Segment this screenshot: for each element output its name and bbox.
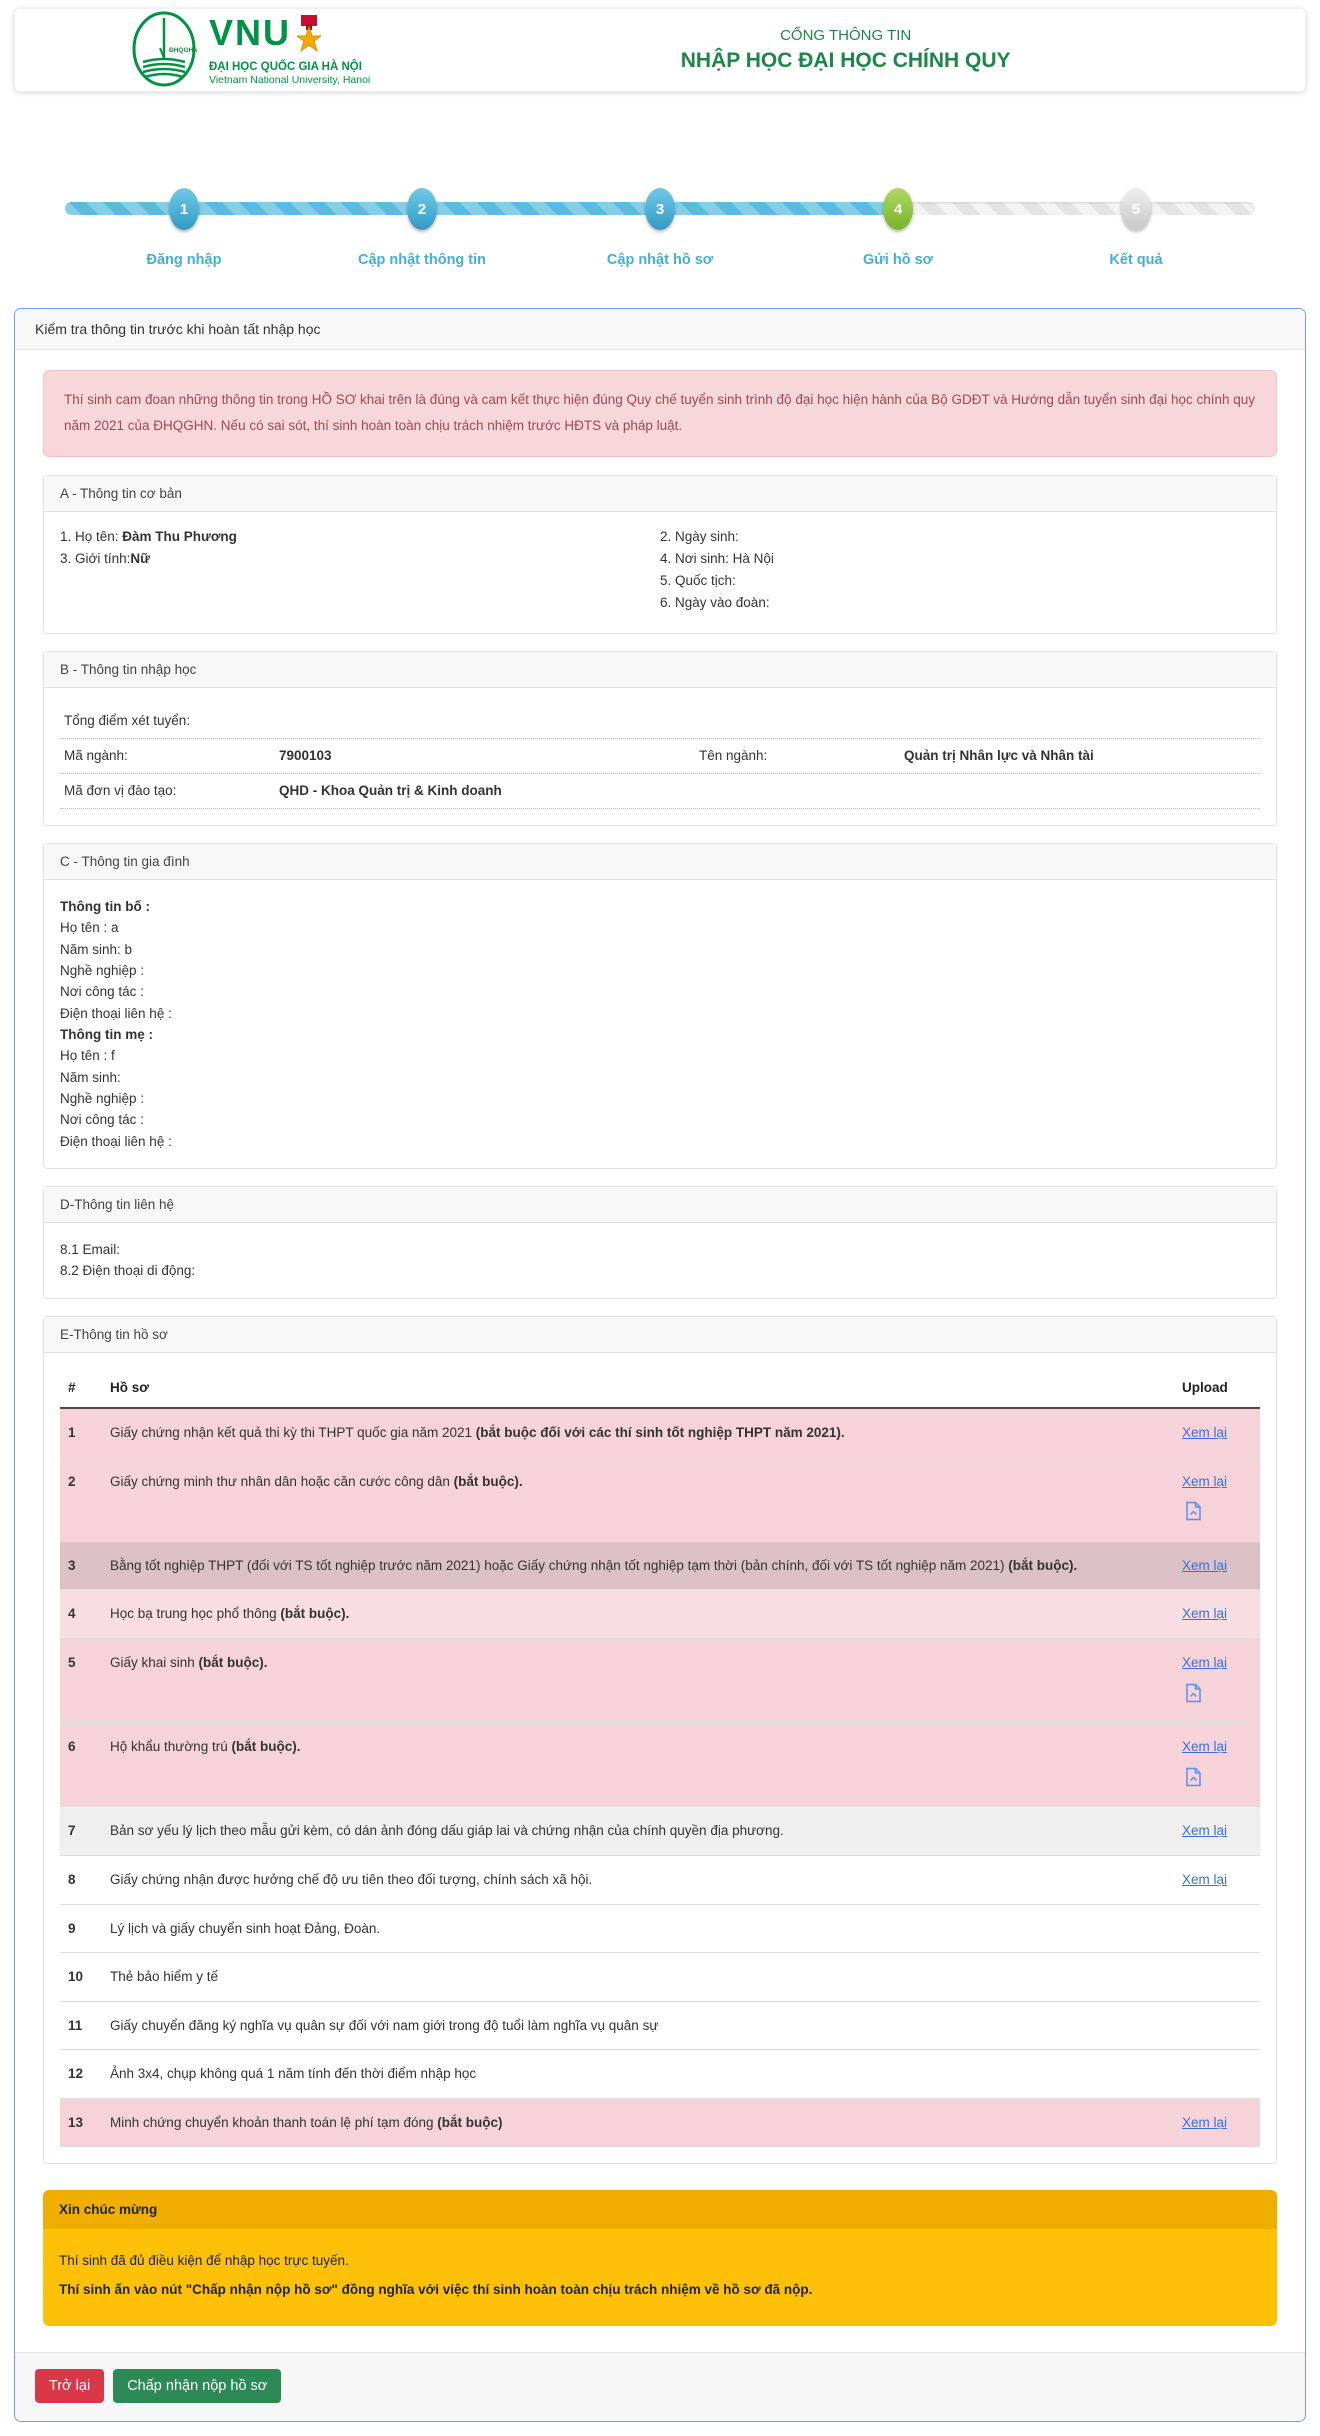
- document-upload-cell: [1174, 1904, 1260, 1953]
- family-line: Nghề nghiệp :: [60, 1091, 145, 1107]
- section-a-title: A - Thông tin cơ bản: [44, 476, 1276, 512]
- section-c-lines: [44, 880, 1276, 1168]
- family-line: Điện thoại liên hệ :: [60, 1005, 172, 1021]
- document-row: [60, 1904, 1260, 1953]
- document-number: 11: [60, 2001, 102, 2050]
- document-number: 5: [60, 1638, 102, 1722]
- document-number: 4: [60, 1590, 102, 1639]
- step-5-label: Kết quả: [1109, 252, 1163, 268]
- congrats-line2: Thí sinh ấn vào nút "Chấp nhận nộp hồ sơ" đồng nghĩa với việc thí sinh hoàn toàn chịu trách nhiệm về hồ sơ đã nộp.: [59, 2281, 813, 2297]
- accept-submit-button[interactable]: Chấp nhận nộp hồ sơ: [113, 2369, 281, 2403]
- document-upload-cell: [1174, 1638, 1260, 1722]
- document-upload-cell: [1174, 2001, 1260, 2050]
- document-name: Minh chứng chuyển khoản thanh toán lệ phí tạm đóng (bắt buộc): [102, 2098, 1174, 2147]
- family-line: Họ tên : a: [60, 920, 119, 936]
- document-required-note: (bắt buộc).: [280, 1606, 350, 1622]
- document-row: [60, 1590, 1260, 1639]
- col-header-document: Hồ sơ: [102, 1369, 1174, 1408]
- document-upload-cell: [1174, 1541, 1260, 1590]
- org-name-en: Vietnam National University, Hanoi: [209, 74, 371, 87]
- field-value: Nữ: [130, 550, 150, 566]
- field-label: 3. Giới tính:: [60, 550, 131, 566]
- section-e-title: E-Thông tin hồ sơ: [44, 1317, 1276, 1353]
- family-line: Năm sinh: b: [60, 941, 133, 957]
- total-score-label: Tổng điểm xét tuyển:: [64, 712, 191, 728]
- document-row: [60, 2050, 1260, 2099]
- vnu-seal-icon: [131, 10, 197, 91]
- document-upload-cell: [1174, 1408, 1260, 1457]
- document-row: [60, 2001, 1260, 2050]
- step-2-indicator: 2: [407, 188, 437, 230]
- field-label: Mã ngành:: [64, 747, 128, 763]
- document-upload-cell: [1174, 1723, 1260, 1807]
- document-number: 7: [60, 1807, 102, 1856]
- section-admission-info: [43, 651, 1277, 827]
- review-card-title: Kiểm tra thông tin trước khi hoàn tất nhập học: [15, 309, 1305, 350]
- family-line: Họ tên : f: [60, 1048, 115, 1064]
- document-row: [60, 1953, 1260, 2002]
- document-row: [60, 1541, 1260, 1590]
- document-upload-cell: [1174, 1457, 1260, 1541]
- step-4-label: Gửi hồ sơ: [863, 252, 933, 268]
- document-number: 12: [60, 2050, 102, 2099]
- section-b-title: B - Thông tin nhập học: [44, 652, 1276, 688]
- vnu-wordmark: VNU: [209, 11, 292, 53]
- family-line: Thông tin bố :: [60, 899, 150, 915]
- svg-text:ĐHQGHN: ĐHQGHN: [169, 46, 197, 54]
- contact-line: 8.2 Điện thoại di động:: [60, 1263, 196, 1279]
- document-number: 13: [60, 2098, 102, 2147]
- family-line: Năm sinh:: [60, 1069, 121, 1085]
- field-value: Quản trị Nhân lực và Nhân tài: [904, 747, 1094, 763]
- document-name: Bản sơ yếu lý lịch theo mẫu gửi kèm, có dán ảnh đóng dấu giáp lai và chứng nhận của chính quyền địa phương.: [102, 1807, 1174, 1856]
- family-line: Nơi công tác :: [60, 984, 144, 1000]
- admission-row: [60, 739, 1260, 774]
- section-basic-info: [43, 475, 1277, 634]
- document-required-note: (bắt buộc đối với các thí sinh tốt nghiệp THPT năm 2021).: [475, 1424, 845, 1440]
- section-c-title: C - Thông tin gia đình: [44, 844, 1276, 880]
- document-row: [60, 2098, 1260, 2147]
- section-documents: [43, 1316, 1277, 2165]
- document-name: Giấy chứng nhận kết quả thi kỳ thi THPT quốc gia năm 2021 (bắt buộc đối với các thí sinh tốt nghiệp THPT năm 2021).: [102, 1408, 1174, 1457]
- documents-tbody: [60, 1408, 1260, 2147]
- step-4-indicator: 4: [883, 188, 913, 230]
- document-number: 1: [60, 1408, 102, 1457]
- review-document-link[interactable]: Xem lại: [1182, 1654, 1228, 1670]
- document-row: [60, 1408, 1260, 1457]
- family-line: Nghề nghiệp :: [60, 963, 145, 979]
- documents-table: [60, 1369, 1260, 2148]
- document-upload-cell: [1174, 1807, 1260, 1856]
- document-upload-cell: [1174, 2098, 1260, 2147]
- step-1-label: Đăng nhập: [146, 252, 222, 268]
- step-3: [541, 194, 779, 238]
- section-contact-info: [43, 1186, 1277, 1299]
- review-document-link[interactable]: Xem lại: [1182, 1871, 1228, 1887]
- document-name: Học bạ trung học phổ thông (bắt buộc).: [102, 1590, 1174, 1639]
- document-required-note: (bắt buộc): [437, 2114, 503, 2130]
- document-name: Thẻ bảo hiểm y tế: [102, 1953, 1174, 2002]
- file-icon[interactable]: [1185, 1683, 1202, 1710]
- file-icon[interactable]: [1185, 1767, 1202, 1794]
- document-name: Lý lịch và giấy chuyển sinh hoạt Đảng, Đoàn.: [102, 1904, 1174, 1953]
- document-required-note: (bắt buộc).: [1008, 1557, 1078, 1573]
- document-upload-cell: [1174, 2050, 1260, 2099]
- review-card: [14, 308, 1306, 2422]
- field-line: 4. Nơi sinh: Hà Nội: [660, 550, 774, 566]
- review-document-link[interactable]: Xem lại: [1182, 1424, 1228, 1440]
- vnu-logo: [131, 10, 370, 91]
- section-a-left: [60, 528, 660, 617]
- congrats-box: [43, 2190, 1277, 2326]
- document-name: Hộ khẩu thường trú (bắt buộc).: [102, 1723, 1174, 1807]
- step-3-indicator: 3: [645, 188, 675, 230]
- admission-row: [60, 774, 1260, 809]
- step-4: [779, 194, 1017, 238]
- document-number: 10: [60, 1953, 102, 2002]
- org-name-vi: ĐẠI HỌC QUỐC GIA HÀ NỘI: [209, 60, 362, 73]
- field-value: 7900103: [279, 747, 332, 763]
- stepper-labels: [65, 252, 1255, 268]
- document-required-note: (bắt buộc).: [453, 1473, 523, 1489]
- field-label: Mã đơn vị đào tạo:: [64, 782, 177, 798]
- page-title: NHẬP HỌC ĐẠI HỌC CHÍNH QUY: [680, 49, 1011, 72]
- document-name: Giấy chứng nhận được hưởng chế độ ưu tiên theo đối tượng, chính sách xã hội.: [102, 1855, 1174, 1904]
- document-row: [60, 1855, 1260, 1904]
- document-upload-cell: [1174, 1590, 1260, 1639]
- stepper-steps: [65, 194, 1255, 238]
- document-required-note: (bắt buộc).: [198, 1654, 268, 1670]
- enrollment-stepper: [65, 194, 1255, 268]
- document-name: Giấy chuyển đăng ký nghĩa vụ quân sự đối với nam giới trong độ tuổi làm nghĩa vụ quân sự: [102, 2001, 1174, 2050]
- file-icon[interactable]: [1185, 1501, 1202, 1528]
- document-number: 9: [60, 1904, 102, 1953]
- total-score-row: [60, 704, 1260, 739]
- field-label: Tên ngành:: [699, 747, 768, 763]
- step-5: [1017, 194, 1255, 238]
- congrats-line1: Thí sinh đã đủ điều kiện để nhập học trực tuyến.: [59, 2253, 349, 2269]
- document-number: 2: [60, 1457, 102, 1541]
- review-document-link[interactable]: Xem lại: [1182, 1823, 1228, 1839]
- document-upload-cell: [1174, 1953, 1260, 2002]
- step-1: [65, 194, 303, 238]
- document-row: [60, 1638, 1260, 1722]
- document-number: 3: [60, 1541, 102, 1590]
- field-line: 5. Quốc tịch:: [660, 573, 736, 589]
- document-row: [60, 1723, 1260, 1807]
- section-d-lines: [44, 1223, 1276, 1298]
- document-number: 8: [60, 1855, 102, 1904]
- review-document-link[interactable]: Xem lại: [1182, 1606, 1228, 1622]
- portal-label: CỔNG THÔNG TIN: [780, 27, 912, 44]
- section-a-right: [660, 528, 1260, 617]
- review-document-link[interactable]: Xem lại: [1182, 1473, 1228, 1489]
- document-required-note: (bắt buộc).: [231, 1739, 301, 1755]
- step-1-indicator: 1: [169, 188, 199, 230]
- document-name: Bằng tốt nghiệp THPT (đối với TS tốt nghiệp trước năm 2021) hoặc Giấy chứng nhận tốt nghiệp tạm thời (bản chính, đối với TS tốt nghiệp năm 2021) (bắt buộc).: [102, 1541, 1174, 1590]
- section-b-rows: [44, 688, 1276, 826]
- field-line: 2. Ngày sinh:: [660, 528, 739, 544]
- col-header-upload: Upload: [1174, 1369, 1260, 1408]
- section-d-title: D-Thông tin liên hệ: [44, 1187, 1276, 1223]
- family-line: Thông tin mẹ :: [60, 1027, 153, 1043]
- review-document-link[interactable]: Xem lại: [1182, 1557, 1228, 1573]
- field-line: 6. Ngày vào đoàn:: [660, 595, 770, 611]
- document-name: Ảnh 3x4, chụp không quá 1 năm tính đến thời điểm nhập học: [102, 2050, 1174, 2099]
- document-row: [60, 1807, 1260, 1856]
- field-line: [60, 528, 660, 546]
- section-family-info: [43, 843, 1277, 1169]
- back-button[interactable]: Trở lại: [35, 2369, 104, 2403]
- app-header: [14, 8, 1306, 92]
- field-label: 1. Họ tên:: [60, 528, 123, 544]
- family-line: Điện thoại liên hệ :: [60, 1133, 172, 1149]
- commitment-alert: Thí sinh cam đoan những thông tin trong HỒ SƠ khai trên là đúng và cam kết thực hiện đúng Quy chế tuyển sinh trình độ đại học hiện hành của Bộ GDĐT và Hướng dẫn tuyển sinh đại học chính quy năm 2021 của ĐHQGHN. Nếu có sai sót, thí sinh hoàn toàn chịu trách nhiệm trước HĐTS và pháp luật.: [43, 370, 1277, 457]
- family-line: Nơi công tác :: [60, 1112, 144, 1128]
- congrats-title: Xin chúc mừng: [43, 2190, 1277, 2229]
- step-5-indicator: 5: [1121, 188, 1151, 230]
- document-name: Giấy chứng minh thư nhân dân hoặc căn cước công dân (bắt buộc).: [102, 1457, 1174, 1541]
- document-number: 6: [60, 1723, 102, 1807]
- field-value: QHD - Khoa Quản trị & Kinh doanh: [279, 782, 502, 798]
- field-line: [60, 550, 660, 568]
- document-name: Giấy khai sinh (bắt buộc).: [102, 1638, 1174, 1722]
- action-bar: [15, 2352, 1305, 2421]
- field-value: Đàm Thu Phương: [122, 528, 237, 544]
- step-3-label: Cập nhật hồ sơ: [606, 252, 714, 268]
- document-row: [60, 1457, 1260, 1541]
- review-document-link[interactable]: Xem lại: [1182, 1739, 1228, 1755]
- step-2: [303, 194, 541, 238]
- step-2-label: Cập nhật thông tin: [357, 252, 487, 268]
- document-upload-cell: [1174, 1855, 1260, 1904]
- review-document-link[interactable]: Xem lại: [1182, 2114, 1228, 2130]
- col-header-num: #: [60, 1369, 102, 1408]
- medal-icon: [297, 13, 321, 59]
- contact-line: 8.1 Email:: [60, 1242, 121, 1258]
